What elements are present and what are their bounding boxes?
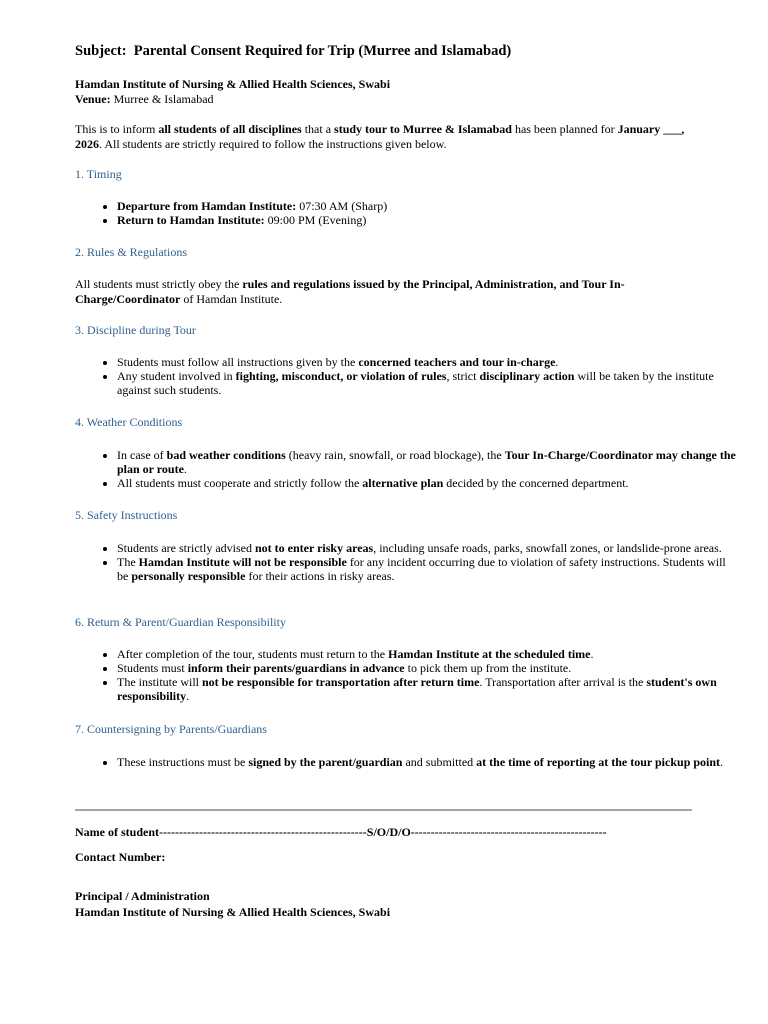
list-item: • The institute will not be responsible for transportation after return time. Transportation after arrival is the student's own responsibility. <box>117 675 737 703</box>
weather-list <box>75 448 737 490</box>
list-item: • In case of bad weather conditions (heavy rain, snowfall, or road blockage), the Tour In-Charge/Coordinator may change the plan or route. <box>117 448 737 476</box>
section-heading-countersign: 7. Countersigning by Parents/Guardians <box>75 722 267 736</box>
list-item: • Departure from Hamdan Institute: 07:30 AM (Sharp) <box>117 199 737 213</box>
horizontal-divider <box>75 809 692 811</box>
letter-header <box>75 77 390 106</box>
list-item: • Students must follow all instructions given by the concerned teachers and tour in-charge. <box>117 355 737 369</box>
student-name-line: Name of student----------------------------------------------------S/O/D/O------------------------------------------------- <box>75 825 607 839</box>
section-heading-safety: 5. Safety Instructions <box>75 508 178 522</box>
list-item: • Students are strictly advised not to enter risky areas, including unsafe roads, parks, snowfall zones, or landslide-prone areas. <box>117 541 737 555</box>
timing-list <box>75 199 737 227</box>
subject-line: Subject: Parental Consent Required for Trip (Murree and Islamabad) <box>75 43 512 59</box>
signatory-institute: Hamdan Institute of Nursing & Allied Health Sciences, Swabi <box>75 905 391 919</box>
list-item: • These instructions must be signed by the parent/guardian and submitted at the time of reporting at the tour pickup point. <box>117 755 737 769</box>
safety-list <box>75 541 737 583</box>
discipline-list <box>75 355 737 397</box>
venue-line <box>75 92 390 107</box>
list-item: • Students must inform their parents/guardians in advance to pick them up from the institute. <box>117 661 737 675</box>
section-heading-discipline: 3. Discipline during Tour <box>75 323 196 337</box>
section-heading-weather: 4. Weather Conditions <box>75 415 183 429</box>
list-item: • Return to Hamdan Institute: 09:00 PM (Evening) <box>117 213 737 227</box>
countersign-list <box>75 755 737 769</box>
list-item: • The Hamdan Institute will not be responsible for any incident occurring due to violation of safety instructions. Students will be personally responsible for their actions in risky areas. <box>117 555 737 583</box>
institute-name: Hamdan Institute of Nursing & Allied Health Sciences, Swabi <box>75 77 391 91</box>
list-item: • All students must cooperate and strictly follow the alternative plan decided by the concerned department. <box>117 476 737 490</box>
venue-label: Venue: <box>75 91 111 106</box>
rules-paragraph: All students must strictly obey the rules and regulations issued by the Principal, Administration, and Tour In-Charge/Coordinator of Hamdan Institute. <box>75 277 625 306</box>
list-item: • After completion of the tour, students must return to the Hamdan Institute at the scheduled time. <box>117 647 737 661</box>
signatory-title: Principal / Administration <box>75 889 210 903</box>
contact-number-label: Contact Number: <box>75 850 166 864</box>
return-list <box>75 647 737 703</box>
intro-paragraph: This is to inform all students of all disciplines that a study tour to Murree & Islamabad has been planned for January ___, 2026. All students are strictly required to follow the instructions given below. <box>75 122 685 151</box>
section-heading-timing: 1. Timing <box>75 167 122 181</box>
section-heading-return: 6. Return & Parent/Guardian Responsibility <box>75 615 286 629</box>
list-item: • Any student involved in fighting, misconduct, or violation of rules, strict disciplinary action will be taken by the institute against such students. <box>117 369 737 397</box>
section-heading-rules: 2. Rules & Regulations <box>75 245 187 259</box>
venue-value: Murree & Islamabad <box>110 91 214 106</box>
